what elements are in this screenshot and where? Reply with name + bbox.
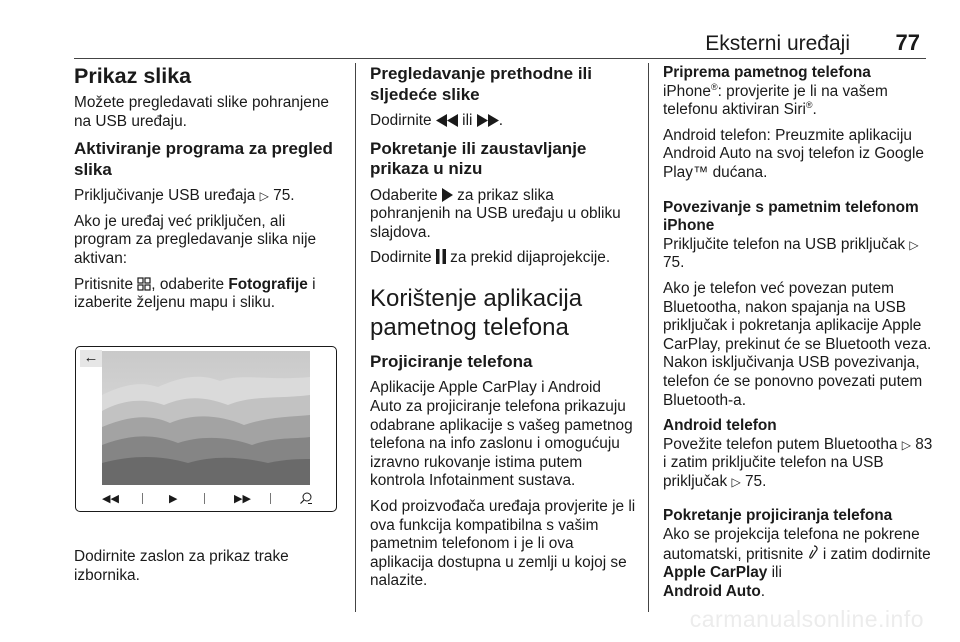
reference-arrow-icon: ▷ bbox=[259, 189, 269, 204]
previous-icon bbox=[436, 114, 458, 127]
watermark: carmanualsonline.info bbox=[689, 606, 924, 632]
android-connect-paragraph: Povežite telefon putem Bluetootha ▷ 83 i zatim priključite telefon na USB priključak ▷ 75. bbox=[663, 435, 933, 490]
mountain-photo[interactable] bbox=[102, 351, 310, 485]
subheading-slideshow: Pokretanje ili zaustavljanje prikaza u nizu bbox=[370, 138, 587, 179]
slideshow-paragraph: Odaberite za prikaz slika pohranjenih na USB uređaju u obliku slajdova. bbox=[370, 186, 621, 241]
column-1 bbox=[74, 64, 346, 320]
column-3 bbox=[663, 64, 933, 608]
intro-text: Možete pregledavati slike pohranjene na USB uređaju. bbox=[74, 94, 329, 130]
play-button[interactable]: ▶ bbox=[169, 493, 178, 505]
android-label: Android telefon bbox=[663, 417, 777, 435]
play-icon bbox=[442, 188, 453, 202]
control-separator bbox=[204, 493, 205, 504]
reference-arrow-icon: ▷ bbox=[731, 474, 741, 489]
back-arrow-icon[interactable]: ← bbox=[80, 350, 102, 367]
fast-forward-button[interactable]: ▶▶ bbox=[234, 493, 251, 505]
section-title-apps: Korištenje aplikacija pametnog telefona bbox=[370, 284, 583, 341]
pause-paragraph: Dodirnite za prekid dijaprojekcije. bbox=[370, 249, 611, 267]
connect-paragraph: Priključivanje USB uređaja ▷ 75. bbox=[74, 187, 295, 205]
next-icon bbox=[477, 114, 499, 127]
projection-paragraph: Aplikacije Apple CarPlay i Android Auto za projiciranje telefona prikazuju odabrane aplikacije s vašeg pametnog telefona na info zaslonu i omogućuju izravno rukovanje istima putem kontrola Infotainment sustava. bbox=[370, 379, 633, 490]
section-title: Prikaz slika bbox=[74, 64, 192, 88]
bluetooth-paragraph: Ako je telefon već povezan putem Bluetootha, nakon spajanja na USB priključak i pokretanja aplikacije Apple CarPlay, prekinut će se Bluetooth veza. Nakon isključivanja USB povezivanja, telefon će se ponovno povezati putem Bluetooth-a. bbox=[663, 279, 932, 409]
connected-paragraph: Ako je uređaj već priključen, ali program za pregledavanje slika nije aktivan: bbox=[74, 212, 317, 267]
subheading-start: Pokretanje projiciranja telefona bbox=[663, 507, 893, 525]
column-divider-1 bbox=[355, 63, 356, 612]
subheading-prepare: Priprema pametnog telefona bbox=[663, 64, 871, 81]
picture-viewer-screen[interactable] bbox=[75, 346, 337, 512]
control-separator bbox=[142, 493, 143, 504]
browse-paragraph: Dodirnite ili . bbox=[370, 112, 503, 129]
subheading-connect: Povezivanje s pametnim telefonom bbox=[663, 198, 919, 216]
home-grid-icon bbox=[137, 277, 151, 291]
subheading-projection: Projiciranje telefona bbox=[370, 351, 533, 371]
pause-icon bbox=[436, 249, 446, 264]
press-paragraph: Pritisnite , odaberite Fotografije i izaberite željenu mapu i sliku. bbox=[74, 275, 316, 312]
manufacturer-paragraph: Kod proizvođača uređaja provjerite je li ova funkcija kompatibilna s vašim pametnim telefonom i je li ova aplikacija dostupna u zemlji u kojoj se nalazite. bbox=[370, 498, 636, 590]
voice-command-icon bbox=[808, 545, 819, 561]
iphone-connect-paragraph: Priključite telefon na USB priključak ▷ 75. bbox=[663, 235, 919, 272]
chapter-title: Eksterni uređaji bbox=[705, 32, 850, 55]
reference-arrow-icon: ▷ bbox=[909, 237, 919, 252]
start-paragraph: Ako se projekcija telefona ne pokrene automatski, pritisnite i zatim dodirnite Apple CarPlay ili Android Auto. bbox=[663, 526, 931, 600]
header-divider bbox=[74, 58, 926, 59]
screen-caption: Dodirnite zaslon za prikaz trake izbornika. bbox=[74, 548, 289, 584]
rewind-button[interactable]: ◀◀ bbox=[102, 493, 119, 505]
control-separator bbox=[270, 493, 271, 504]
column-2 bbox=[370, 64, 636, 598]
iphone-prepare-paragraph: iPhone®: provjerite je li na vašem telefonu aktiviran Siri®. bbox=[663, 81, 888, 119]
subheading-browse: Pregledavanje prethodne ili sljedeće slike bbox=[370, 64, 593, 104]
zoom-icon[interactable] bbox=[299, 491, 313, 505]
column-divider-2 bbox=[648, 63, 649, 612]
iphone-label: iPhone bbox=[663, 217, 715, 235]
reference-arrow-icon: ▷ bbox=[901, 437, 911, 452]
subheading-activate: Aktiviranje programa za pregled slika bbox=[74, 139, 333, 179]
page-number: 77 bbox=[895, 30, 920, 55]
android-prepare-paragraph: Android telefon: Preuzmite aplikaciju Android Auto na svoj telefon iz Google Play™ dućana. bbox=[663, 126, 924, 181]
